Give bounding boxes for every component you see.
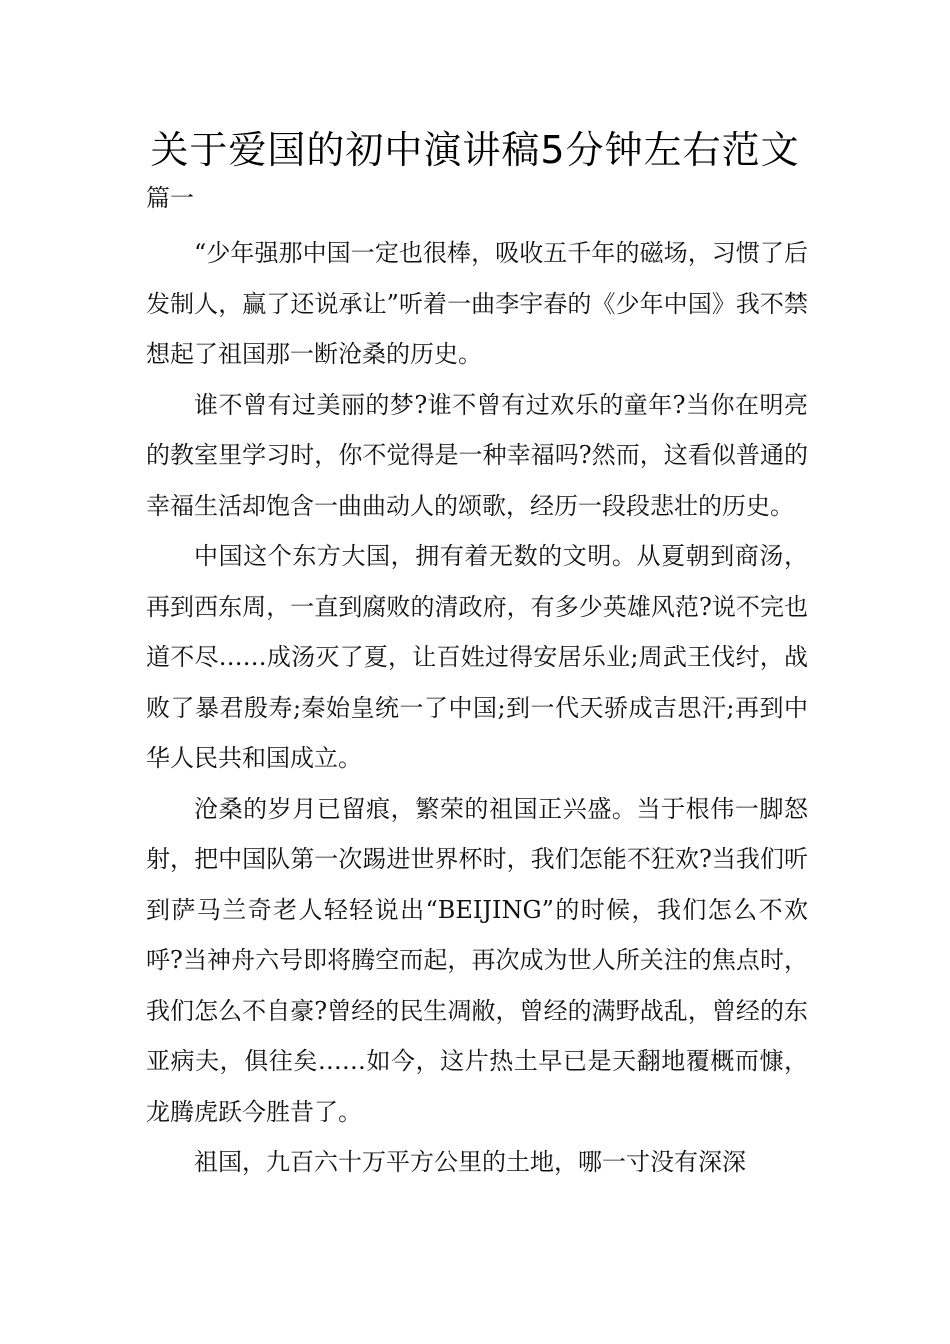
paragraph: 谁不曾有过美丽的梦?谁不曾有过欢乐的童年?当你在明亮的教室里学习时，你不觉得是一种幸福吗?然而，这看似普通的幸福生活却饱含一曲曲动人的颂歌，经历一段段悲壮的历史。: [146, 390, 808, 520]
section-label: 篇一: [146, 184, 194, 212]
document-body: [146, 228, 808, 1188]
paragraph: 沧桑的岁月已留痕，繁荣的祖国正兴盛。当于根伟一脚怒射，把中国队第一次踢进世界杯时，我们怎能不狂欢?当我们听到萨马兰奇老人轻轻说出“BEIJING”的时候，我们怎么不欢呼?当神舟六号即将腾空而起，再次成为世人所关注的焦点时，我们怎么不自豪?曾经的民生凋敝，曾经的满野战乱，曾经的东亚病夫，俱往矣……如今，这片热土早已是天翻地覆概而慷，龙腾虎跃今胜昔了。: [146, 794, 808, 1126]
paragraph: 祖国，九百六十万平方公里的土地，哪一寸没有深深: [194, 1148, 746, 1176]
paragraph: “少年强那中国一定也很棒，吸收五千年的磁场，习惯了后发制人，赢了还说承让”听着一曲李宇春的《少年中国》我不禁想起了祖国那一断沧桑的历史。: [146, 239, 808, 368]
paragraph: 中国这个东方大国，拥有着无数的文明。从夏朝到商汤，再到西东周，一直到腐败的清政府，有多少英雄风范?说不完也道不尽……成汤灭了夏，让百姓过得安居乐业;周武王伐纣，战败了暴君殷寿;秦始皇统一了中国;到一代天骄成吉思汗;再到中华人民共和国成立。: [146, 542, 808, 772]
document-title: 关于爱国的初中演讲稿5分钟左右范文: [150, 128, 800, 172]
